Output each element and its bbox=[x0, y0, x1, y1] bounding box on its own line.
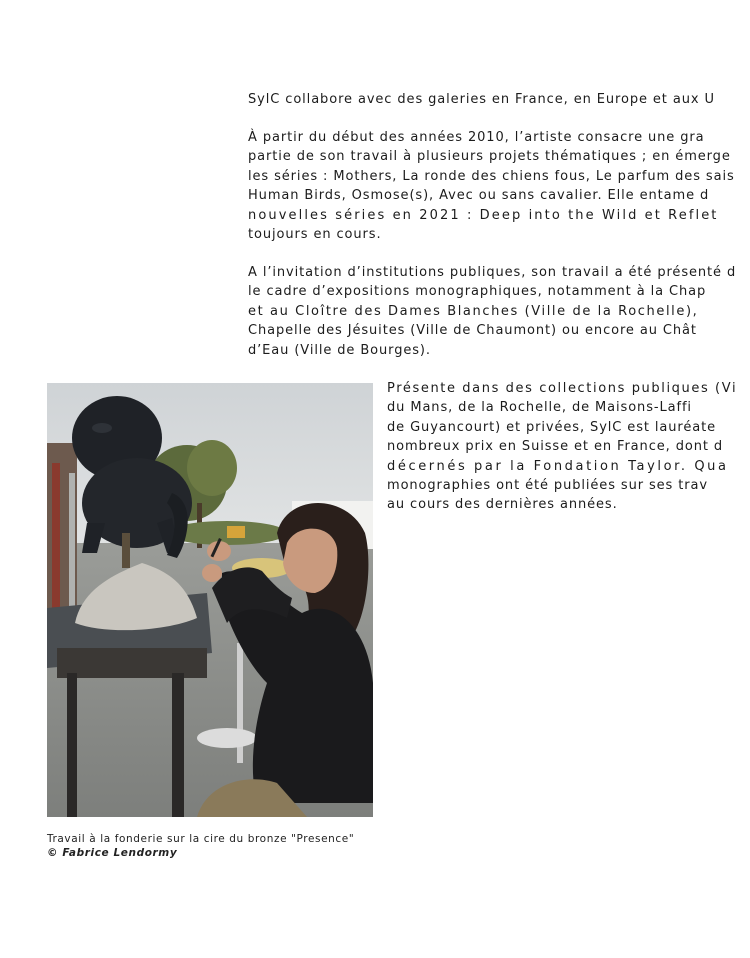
text-line: SylC collabore avec des galeries en France, en Europe et aux U bbox=[248, 92, 715, 107]
text-line: au cours des dernières années. bbox=[387, 497, 618, 513]
paragraph-institutions bbox=[248, 263, 736, 360]
text-line: Human Birds, Osmose(s), Avec ou sans cavalier. Elle entame d bbox=[248, 188, 710, 204]
text-line: le cadre d’expositions monographiques, notamment à la Chap bbox=[248, 284, 707, 300]
paragraph-galleries bbox=[248, 90, 715, 109]
text-line: partie de son travail à plusieurs projets thématiques ; en émerge bbox=[248, 149, 731, 165]
text-line: A l’invitation d’institutions publiques, son travail a été présenté d bbox=[248, 265, 737, 280]
photo-caption: Travail à la fonderie sur la cire du bronze "Presence" bbox=[47, 833, 355, 845]
text-line: Chapelle des Jésuites (Ville de Chaumont) ou encore au Chât bbox=[248, 323, 697, 339]
text-line: monographies ont été publiées sur ses trav bbox=[387, 478, 708, 494]
yellow-machine bbox=[227, 526, 245, 538]
text-line: les séries : Mothers, La ronde des chiens fous, Le parfum des sais bbox=[248, 168, 735, 184]
paragraph-collections bbox=[387, 379, 737, 515]
text-line: nombreux prix en Suisse et en France, dont d bbox=[387, 439, 724, 455]
text-line: d’Eau (Ville de Bourges). bbox=[248, 342, 431, 358]
text-line: de Guyancourt) et privées, SylC est lauréate bbox=[387, 419, 717, 435]
artist-at-foundry-photo bbox=[47, 383, 373, 817]
text-line: toujours en cours. bbox=[248, 227, 382, 243]
metal-frame bbox=[47, 443, 77, 633]
text-line: du Mans, de la Rochelle, de Maisons-Laffi bbox=[387, 400, 692, 416]
text-line: À partir du début des années 2010, l’artiste consacre une gra bbox=[248, 130, 705, 145]
text-line: Présente dans des collections publiques (Vi bbox=[387, 381, 738, 396]
text-line: nouvelles séries en 2021 : Deep into the Wild et Reflet bbox=[248, 207, 719, 223]
photo-credit: © Fabrice Lendormy bbox=[47, 847, 178, 859]
text-line: et au Cloître des Dames Blanches (Ville de la Rochelle), bbox=[248, 303, 699, 319]
paragraph-thematic-projects bbox=[248, 128, 735, 244]
text-line: décernés par la Fondation Taylor. Qua bbox=[387, 458, 729, 474]
